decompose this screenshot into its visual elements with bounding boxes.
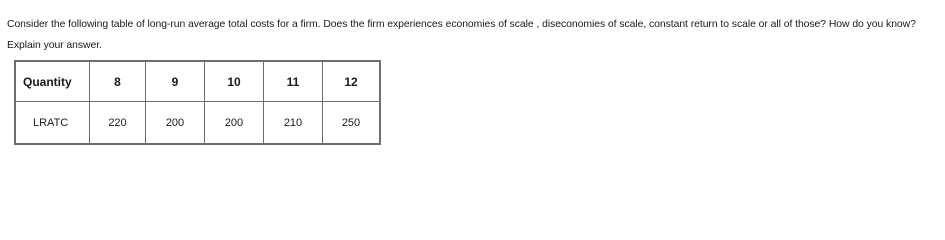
table-header-row bbox=[15, 61, 380, 102]
table-cell: 250 bbox=[323, 102, 381, 145]
table-cell: 220 bbox=[90, 102, 146, 145]
question-line-2: Explain your answer. bbox=[7, 40, 102, 51]
header-cell: 11 bbox=[264, 61, 323, 102]
header-cell: 12 bbox=[323, 61, 381, 102]
header-cell: 9 bbox=[146, 61, 205, 102]
question-line-1: Consider the following table of long-run average total costs for a firm. Does the firm experiences economies of scale , diseconomies of scale, constant return to scale or all of those? How do you know? bbox=[7, 19, 916, 30]
header-quantity: Quantity bbox=[15, 61, 90, 102]
header-cell: 10 bbox=[205, 61, 264, 102]
table-row bbox=[15, 102, 380, 145]
row-label-lratc: LRATC bbox=[15, 102, 90, 145]
table-cell: 210 bbox=[264, 102, 323, 145]
table-cell: 200 bbox=[205, 102, 264, 145]
header-cell: 8 bbox=[90, 61, 146, 102]
question-text bbox=[7, 14, 943, 56]
cost-table bbox=[14, 60, 381, 145]
table-cell: 200 bbox=[146, 102, 205, 145]
